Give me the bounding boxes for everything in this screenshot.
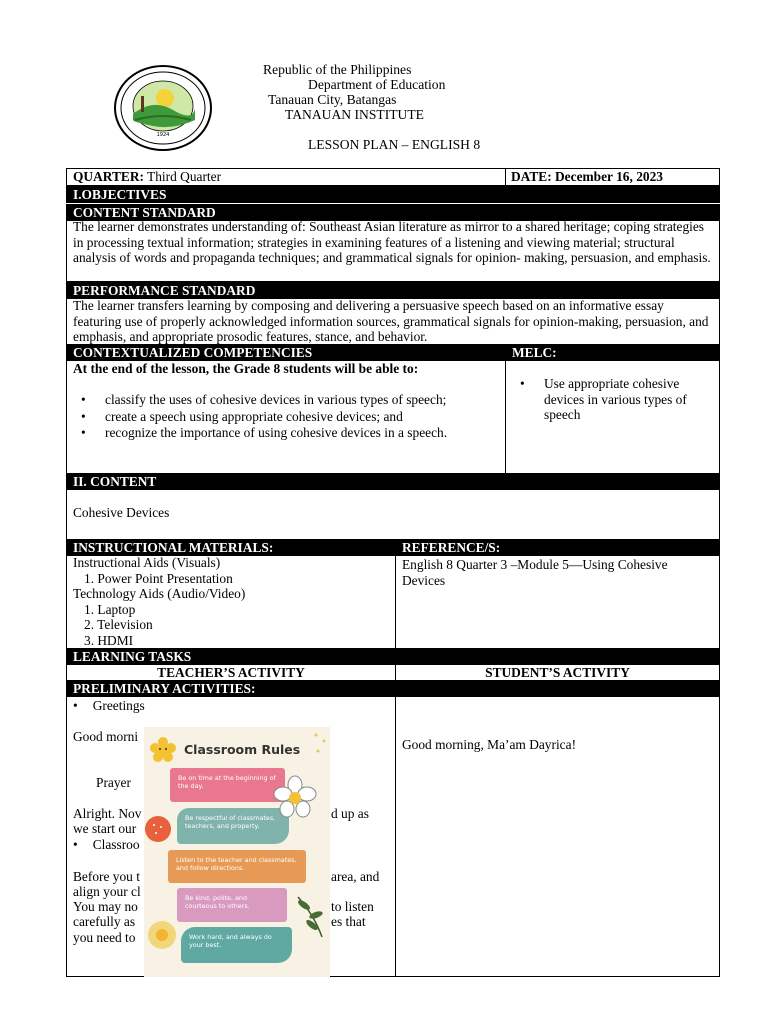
tech-aid-item: 1. Laptop bbox=[84, 601, 136, 617]
before-line-1: Before you t bbox=[73, 869, 140, 884]
prayer-bullet bbox=[73, 775, 131, 791]
classroom-rules-poster bbox=[144, 727, 330, 977]
alright-line-2: we start our bbox=[73, 821, 137, 836]
maynot-line-2-end: es that bbox=[331, 914, 366, 929]
visual-aids-label: Instructional Aids (Visuals) bbox=[73, 555, 221, 570]
references-text: English 8 Quarter 3 –Module 5—Using Cohesive Devices bbox=[402, 557, 668, 588]
materials-content bbox=[73, 555, 393, 648]
competencies-list bbox=[73, 392, 503, 441]
content-topic: Cohesive Devices bbox=[73, 505, 170, 520]
teacher-activity-heading: TEACHER’S ACTIVITY bbox=[157, 665, 305, 680]
lesson-plan-title: LESSON PLAN – ENGLISH 8 bbox=[308, 137, 481, 152]
student-greeting-reply: Good morning, Ma’am Dayrica! bbox=[402, 737, 577, 752]
header-deped: Department of Education bbox=[308, 77, 446, 92]
tech-aids-label: Technology Aids (Audio/Video) bbox=[73, 586, 246, 601]
content-standard-heading: CONTENT STANDARD bbox=[66, 204, 720, 221]
poster-title: Classroom Rules bbox=[184, 742, 301, 757]
leaf-branch-icon bbox=[294, 895, 330, 939]
quarter-field bbox=[73, 169, 221, 185]
rule-card: Be respectful of classmates, teachers, and property. bbox=[177, 808, 289, 844]
maynot-line-2: carefully as bbox=[73, 914, 136, 929]
rule-card: Be kind, polite, and courteous to others. bbox=[177, 888, 287, 922]
alright-line-1-end: d up as bbox=[331, 806, 369, 821]
tech-aid-item: 2. Television bbox=[84, 617, 153, 632]
performance-standard-heading: PERFORMANCE STANDARD bbox=[66, 282, 720, 299]
maynot-line-1-end: to listen bbox=[331, 899, 374, 914]
date-field: DATE: December 16, 2023 bbox=[511, 169, 663, 184]
prayer-label: Prayer bbox=[96, 775, 131, 790]
visual-aids-list bbox=[73, 571, 393, 587]
yellow-flower-icon bbox=[144, 917, 180, 953]
tech-aids-list bbox=[73, 602, 393, 649]
maynot-line-3: you need to bbox=[73, 930, 136, 945]
rule-card: Work hard, and always do your best. bbox=[181, 927, 292, 963]
greetings-label: Greetings bbox=[92, 698, 145, 713]
classroom-label: Classroo bbox=[92, 837, 140, 852]
materials-heading: INSTRUCTIONAL MATERIALS: bbox=[66, 539, 396, 556]
performance-standard-text: The learner transfers learning by composing and delivering a persuasive speech based on an informative essay featuring use of properly acknowledged information sources, grammatical signals for opinion-making, persuasion, and emphasis, and appropriate prosodic features, stance, and behavior. bbox=[73, 298, 709, 344]
content-standard-text: The learner demonstrates understanding of: Southeast Asian literature as mirror to a shared heritage; coping strategies in processing textual information; strategies in examining features of a listening and viewing material; structural analysis of words and propaganda techniques; and grammatical signals for opinion- making, persuasion, and emphasis. bbox=[73, 219, 711, 265]
content-heading: II. CONTENT bbox=[66, 473, 720, 490]
objectives-heading: I.OBJECTIVES bbox=[66, 186, 720, 203]
competencies-heading: CONTEXTUALIZED COMPETENCIES bbox=[66, 344, 506, 361]
teacher-greeting: Good morni bbox=[73, 729, 139, 744]
competency-item: • classify the uses of cohesive devices in various types of speech; bbox=[73, 392, 503, 408]
melc-item: • Use appropriate cohesive devices in various types of speech bbox=[512, 376, 712, 423]
dots-decoration-icon bbox=[312, 731, 328, 757]
melc-list bbox=[512, 376, 712, 423]
before-line-2: align your cl bbox=[73, 884, 141, 899]
svg-text:1924: 1924 bbox=[156, 132, 170, 138]
tech-aid-item: 3. HDMI bbox=[84, 632, 134, 648]
before-line-1-end: area, and bbox=[331, 869, 380, 884]
greetings-bullet: • Greetings bbox=[73, 698, 145, 713]
header-school: TANAUAN INSTITUTE bbox=[285, 107, 424, 122]
references-heading: REFERENCE/S: bbox=[395, 539, 720, 556]
student-activity-heading: STUDENT’S ACTIVITY bbox=[485, 665, 630, 680]
quarter-value: Third Quarter bbox=[143, 169, 222, 184]
visual-aid-item: 1. Power Point Presentation bbox=[84, 570, 233, 586]
quarter-label: QUARTER: bbox=[73, 169, 144, 184]
competencies-intro: At the end of the lesson, the Grade 8 students will be able to: bbox=[73, 361, 419, 376]
header-republic: Republic of the Philippines bbox=[263, 62, 412, 77]
maynot-line-1: You may no bbox=[73, 899, 138, 914]
header-city: Tanauan City, Batangas bbox=[268, 92, 397, 107]
rule-card: Listen to the teacher and classmates, and follow directions. bbox=[168, 850, 306, 883]
melc-heading: MELC: bbox=[505, 344, 720, 361]
strawberry-dot-icon bbox=[144, 815, 172, 843]
rule-card: Be on time at the beginning of the day. bbox=[170, 768, 285, 802]
daisy-icon bbox=[272, 775, 318, 821]
competency-item: • create a speech using appropriate cohesive devices; and bbox=[73, 409, 503, 425]
competency-item: • recognize the importance of using cohesive devices in a speech. bbox=[73, 425, 503, 441]
school-logo bbox=[113, 64, 213, 152]
learning-tasks-heading: LEARNING TASKS bbox=[66, 648, 720, 665]
alright-line-1: Alright. Nov bbox=[73, 806, 142, 821]
flower-sticker-icon bbox=[149, 736, 177, 764]
preliminary-heading: PRELIMINARY ACTIVITIES: bbox=[66, 680, 720, 697]
classroom-bullet: • Classroo bbox=[73, 837, 140, 852]
